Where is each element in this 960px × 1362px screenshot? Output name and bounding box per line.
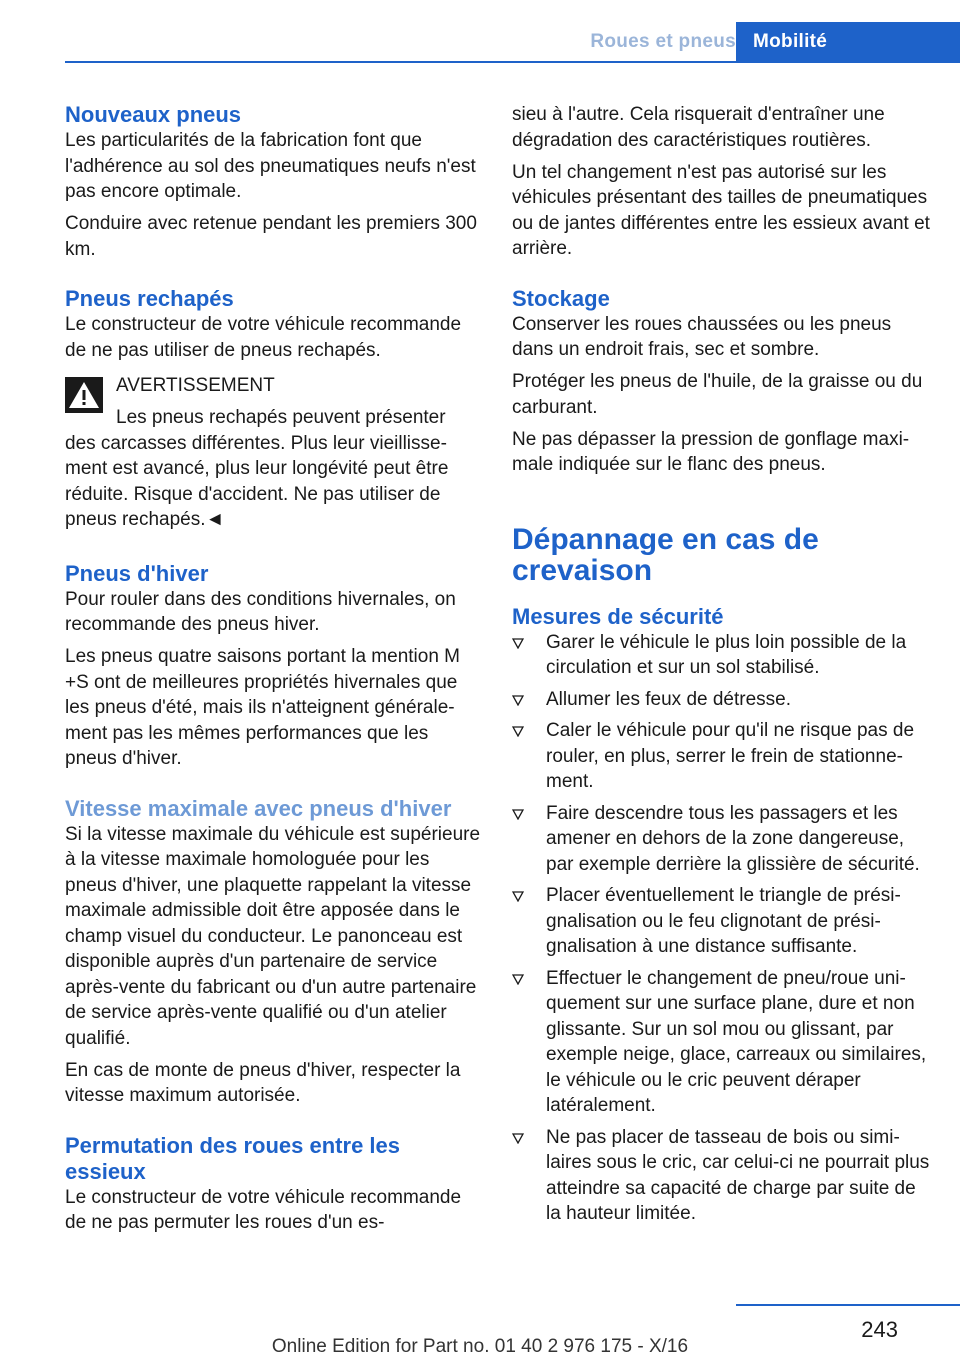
footer-edition: Online Edition for Part no. 01 40 2 976 175 - X/16 (271, 1336, 689, 1357)
list-item: Caler le véhicule pour qu'il ne risque pas de rouler, en plus, serrer le frein de stationnement. (512, 718, 930, 795)
heading-vitesse-maximale: Vitesse maximale avec pneus d'hiver (65, 795, 452, 821)
paragraph: Les particularités de la fabrication font que l'adhérence au sol des pneumatiques neufs n'est pas encore optimale. (65, 130, 476, 202)
warning-label: AVERTISSEMENT (116, 375, 275, 396)
page-header (0, 0, 960, 62)
paragraph: Les pneus quatre saisons portant la mention M +S ont de meilleures propriétés hivernales que les pneus d'été, mais ils n'atteignent généralement pas les mêmes performances que les pneus d'hiver. (65, 646, 461, 769)
heading-pneus-rechapes: Pneus rechapés (65, 286, 234, 311)
paragraph: Si la vitesse maximale du véhicule est supérieure à la vitesse maximale homologuée pour les pneus d'hiver, une plaquette rappelant la vitesse maximale admissible doit être apposée dans le champ visuel du conducteur. Le panonceau est disponible auprès d'un partenaire de service après-vente du fabricant ou d'un autre partenaire de service après-vente qualifié ou d'un atelier qualifié. (65, 823, 481, 1049)
paragraph: Conduire avec retenue pendant les premiers 300 km. (65, 213, 477, 260)
list-item: Ne pas placer de tasseau de bois ou similaires sous le cric, car celui-ci ne pourrait plus atteindre sa capacité de charge par suite de la hauteur limitée. (512, 1125, 930, 1227)
header-chapter-tab: Mobilité (736, 22, 960, 62)
bullet-triangle-icon (512, 890, 524, 902)
left-column (65, 102, 481, 1236)
paragraph: sieu à l'autre. Cela risquerait d'entraîner une dégradation des caractéristiques routières. (512, 104, 885, 151)
paragraph: Le constructeur de votre véhicule recommande de ne pas permuter les roues d'un es- (65, 1186, 462, 1233)
footer-rule (736, 1304, 960, 1306)
warning-text: Les pneus rechapés peuvent présenter des carcasses différentes. Plus leur vieillissement est avancé, plus leur longévité peut être réduite. Risque d'accident. Ne pas utiliser de pneus rechapés.◄ (65, 407, 449, 530)
paragraph: Conserver les roues chaussées ou les pneus dans un endroit frais, sec et sombre. (512, 313, 892, 360)
heading-stockage: Stockage (512, 285, 610, 311)
paragraph: Le constructeur de votre véhicule recommande de ne pas utiliser de pneus rechapés. (65, 314, 462, 361)
right-column (512, 102, 930, 1227)
heading-nouveaux-pneus: Nouveaux pneus (65, 102, 242, 127)
heading-permutation: Permutation des roues entre les essieux (65, 1132, 400, 1184)
bullet-triangle-icon (512, 808, 524, 820)
bullet-triangle-icon (512, 694, 524, 706)
bullet-triangle-icon (512, 1132, 524, 1144)
warning-block (65, 373, 481, 533)
paragraph: Pour rouler dans des conditions hivernales, on recommande des pneus hiver. (65, 588, 456, 635)
list-item: Allumer les feux de détresse. (512, 687, 930, 713)
list-item: Effectuer le changement de pneu/roue uniquement sur une surface plane, dure et non glissante. Sur un sol mou ou glissant, par exemple neige, glace, carreaux ou similaires, le véhicule ou le cric peuvent déraper latéralement. (512, 966, 930, 1119)
heading-depannage: Dépannage en cas de crevaison (512, 522, 819, 587)
bullet-triangle-icon (512, 725, 524, 737)
paragraph: Ne pas dépasser la pression de gonflage maximale indiquée sur le flanc des pneus. (512, 428, 910, 475)
page-number: 243 (861, 1317, 898, 1342)
list-item: Garer le véhicule le plus loin possible de la circulation et sur un sol stabilisé. (512, 630, 930, 681)
bullet-triangle-icon (512, 637, 524, 649)
header-section-title: Roues et pneus (590, 31, 736, 52)
list-item: Faire descendre tous les passagers et les amener en dehors de la zone dangereuse, par exemple derrière la glissière de sécurité. (512, 801, 930, 878)
safety-list (512, 630, 930, 1227)
heading-mesures-securite: Mesures de sécurité (512, 603, 724, 629)
bullet-triangle-icon (512, 973, 524, 985)
header-rule (65, 61, 960, 63)
heading-pneus-hiver: Pneus d'hiver (65, 560, 209, 586)
paragraph: Protéger les pneus de l'huile, de la graisse ou du carburant. (512, 371, 923, 418)
list-item: Placer éventuellement le triangle de présignalisation ou le feu clignotant de présignalisation à une distance suffisante. (512, 883, 930, 960)
paragraph: Un tel changement n'est pas autorisé sur les véhicules présentant des tailles de pneumatiques ou de jantes différentes entre les essieux avant et arrière. (512, 161, 930, 259)
paragraph: En cas de monte de pneus d'hiver, respecter la vitesse maximum autorisée. (65, 1059, 461, 1106)
warning-triangle-icon (65, 377, 103, 413)
